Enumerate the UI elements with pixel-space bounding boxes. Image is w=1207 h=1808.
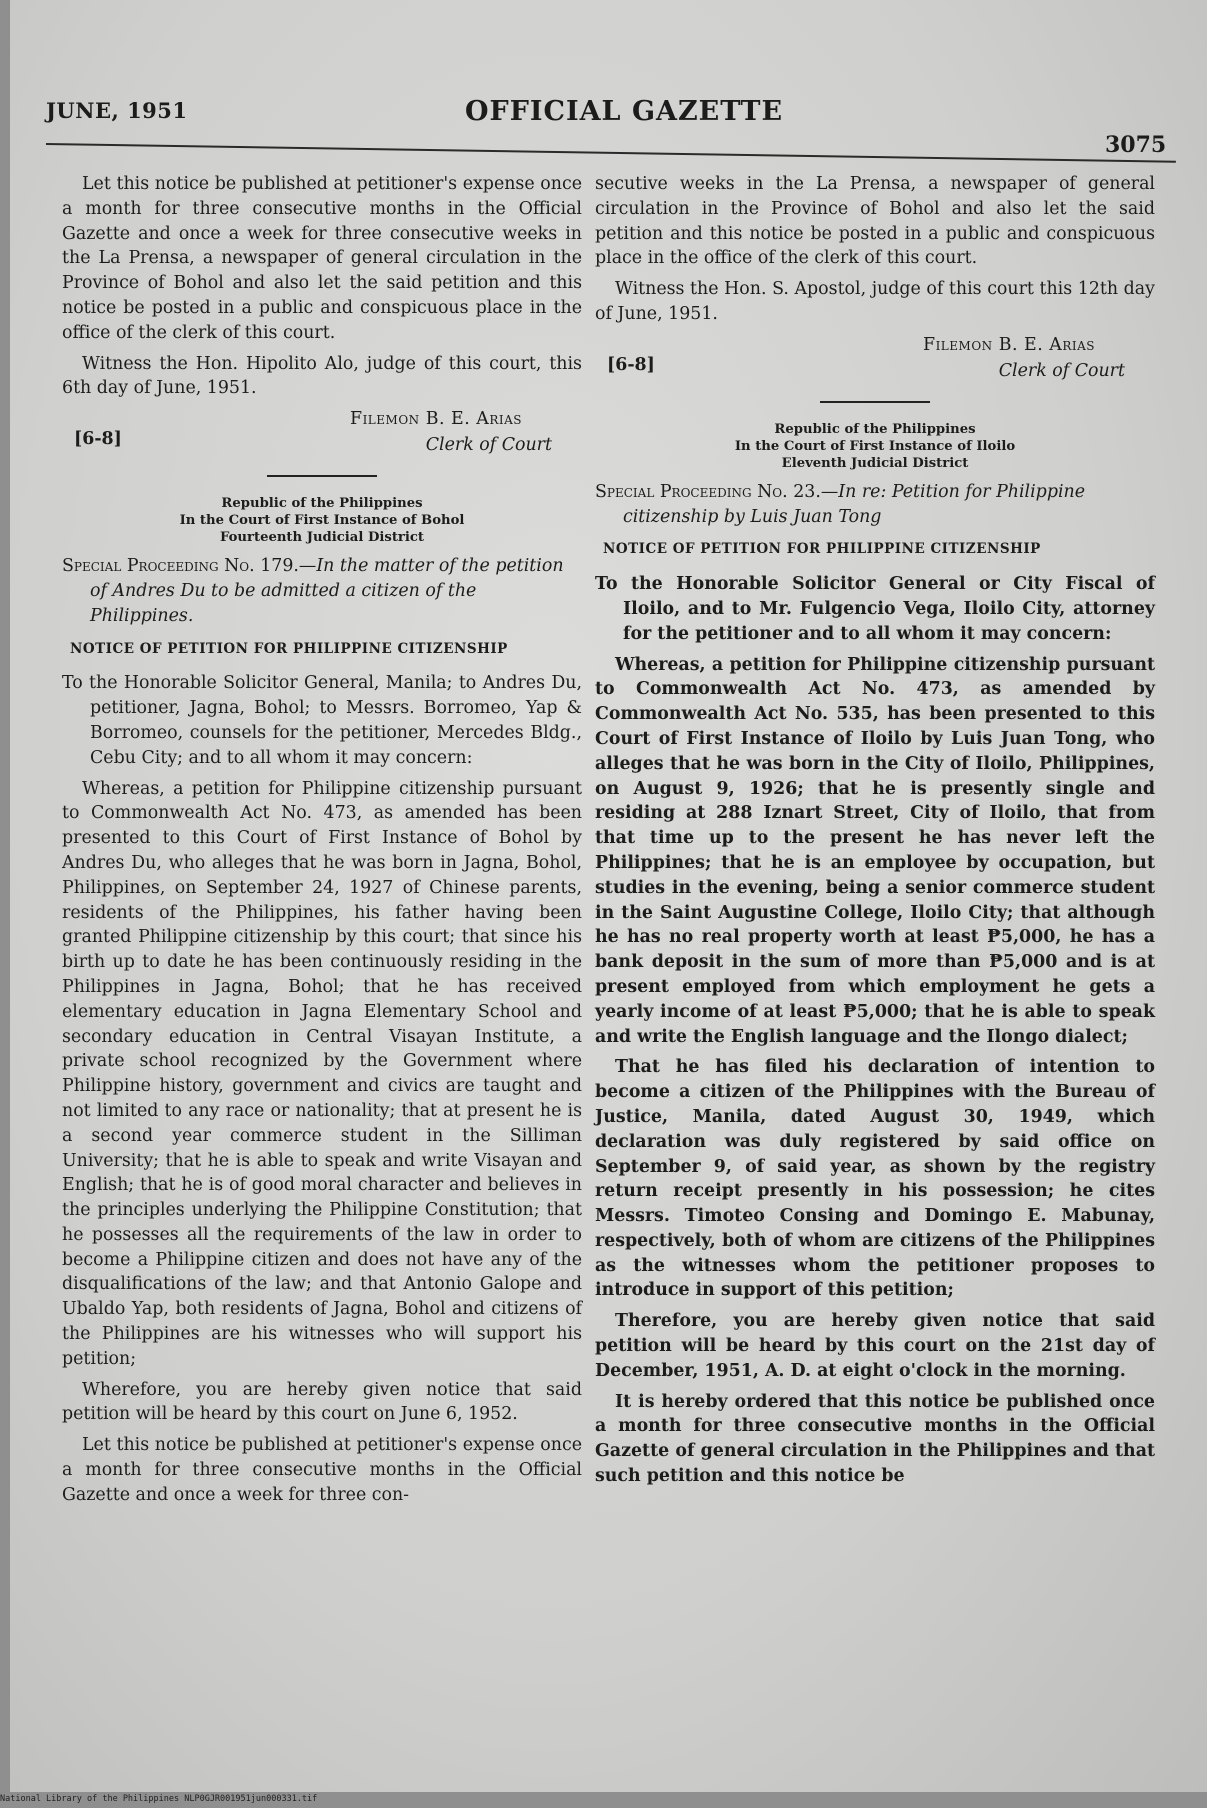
page-number: 3075: [1105, 132, 1167, 158]
proceeding-label: Special Proceeding No. 23.: [595, 481, 821, 502]
left-signature-block: [62, 407, 582, 461]
gazette-page: [10, 0, 1207, 1792]
signature-code: [6-8]: [74, 429, 122, 450]
left-paragraph-3: Whereas, a petition for Philippine citizenship pursuant to Commonwealth Act No. 473, as amended has been presented to this Court of First Instance of Bohol by Andres Du, who alleges that he was born in Jagna, Bohol, Philippines, on September 24, 1927 of Chinese parents, residents of the Philippines, his father having been granted Philippine citizenship by this court; that since his birth up to date he has been continuously residing in the Philippines in Jagna, Bohol; that he has received elementary education in Jagna Elementary School and secondary education in Central Visayan Institute, a private school recognized by the Government where Philippine history, government and civics are taught and not limited to any race or nationality; that at present he is a second year commerce student in the Silliman University; that he is able to speak and write Visayan and English; that he is of good moral character and believes in the principles underlying the Philippine Constitution; that he possesses all the requirements of the law in order to become a Philippine citizen and does not have any of the disqualifications of the law; and that Antonio Galope and Ubaldo Yap, both residents of Jagna, Bohol and citizens of the Philippines are his witnesses who will support his petition;: [62, 778, 582, 1369]
section-divider: [820, 401, 930, 403]
right-paragraph-1: secutive weeks in the La Prensa, a newspaper of general circulation in the Province of Bohol and also let the said petition and this notice be posted in a public and conspicuous place in the office of the clerk of this court.: [595, 174, 1155, 269]
right-proceeding-title: [595, 480, 1155, 530]
signature-code: [6-8]: [607, 354, 655, 375]
court-line-1: Republic of the Philippines: [774, 421, 976, 437]
header-rule: [46, 143, 1176, 163]
right-column: [595, 172, 1155, 1495]
proceeding-label: Special Proceeding No. 179.: [62, 556, 299, 577]
court-line-3: Eleventh Judicial District: [781, 455, 969, 471]
signature-title: Clerk of Court: [425, 435, 552, 456]
right-paragraph-6: It is hereby ordered that this notice be published once a month for three consecutive months in the Official Gazette of general circulation in the Philippines and that such petition and this notice be: [595, 1391, 1155, 1487]
left-column: [62, 172, 582, 1514]
left-notice-title: NOTICE OF PETITION FOR PHILIPPINE CITIZENSHIP: [70, 640, 508, 657]
left-paragraph-2: Witness the Hon. Hipolito Alo, judge of this court, this 6th day of June, 1951.: [62, 353, 582, 399]
proceeding-subject: —In the matter of the petition of Andres Du to be admitted a citizen of the Philippines.: [90, 556, 564, 626]
left-court-heading: [62, 495, 582, 546]
right-paragraph-2: Witness the Hon. S. Apostol, judge of this court this 12th day of June, 1951.: [595, 279, 1155, 324]
signature-name: Filemon B. E. Arias: [923, 334, 1095, 355]
signature-title: Clerk of Court: [998, 360, 1125, 381]
left-paragraph-1: Let this notice be published at petitioner's expense once a month for three consecutive months in the Official Gazette and once a week for three consecutive weeks in the La Prensa, a newspaper of general circulation in the Province of Bohol and also let the said petition and this notice be posted in a public and conspicuous place in the office of the clerk of this court.: [62, 174, 582, 343]
court-line-1: Republic of the Philippines: [221, 496, 423, 512]
header-date: JUNE, 1951: [46, 98, 188, 123]
right-paragraph-4: That he has filed his declaration of intention to become a citizen of the Philippines with the Bureau of Justice, Manila, dated August 30, 1949, which declaration was duly registered by said office on September 9, of said year, as shown by the registry return receipt presently in his possession; he cites Messrs. Timoteo Consing and Domingo E. Mabunay, respectively, both of whom are citizens of the Philippines as the witnesses whom the petitioner proposes to introduce in support of this petition;: [595, 1057, 1155, 1301]
right-paragraph-3: Whereas, a petition for Philippine citizenship pursuant to Commonwealth Act No. 473, as amended by Commonwealth Act No. 535, has been presented to this Court of First Instance of Iloilo by Luis Juan Tong, who alleges that he was born in the City of Iloilo, Philippines, on August 9, 1926; that he is presently single and residing at 288 Iznart Street, City of Iloilo, that from that time up to the present he has never left the Philippines; that he is an employee by occupation, but studies in the evening, being a senior commerce student in the Saint Augustine College, Iloilo City; that although he has no real property worth at least ₱5,000, he has a bank deposit in the sum of more than ₱5,000 and is at present employed from which employment he gets a yearly income of at least ₱5,000; that he is able to speak and write the English language and the Ilongo dialect;: [595, 654, 1155, 1047]
scan-footer: National Library of the Philippines NLP0GJR001951jun000331.tif: [0, 1794, 318, 1804]
left-paragraph-5: Let this notice be published at petitioner's expense once a month for three consecutive months in the Official Gazette and once a week for three con-: [62, 1435, 582, 1505]
court-line-2: In the Court of First Instance of Iloilo: [734, 438, 1016, 454]
section-divider: [267, 475, 377, 477]
right-court-heading: [595, 421, 1155, 472]
right-address: To the Honorable Solicitor General or City Fiscal of Iloilo, and to Mr. Fulgencio Vega, Iloilo City, attorney for the petitioner and to all whom it may concern:: [595, 574, 1155, 644]
left-address: To the Honorable Solicitor General, Manila; to Andres Du, petitioner, Jagna, Bohol; to Messrs. Borromeo, Yap & Borromeo, counsels for the petitioner, Mercedes Bldg., Cebu City; and to all whom it may concern:: [62, 673, 582, 768]
court-line-2: In the Court of First Instance of Bohol: [179, 513, 465, 529]
right-signature-block: [595, 333, 1155, 387]
right-paragraph-5: Therefore, you are hereby given notice that said petition will be heard by this court on the 21st day of December, 1951, A. D. at eight o'clock in the morning.: [595, 1311, 1155, 1381]
page-header: [10, 0, 1207, 160]
proceeding-subject: —In re: Petition for Philippine citizenship by Luis Juan Tong: [623, 481, 1086, 527]
left-paragraph-4: Wherefore, you are hereby given notice that said petition will be heard by this court on June 6, 1952.: [62, 1379, 582, 1425]
right-notice-title: NOTICE OF PETITION FOR PHILIPPINE CITIZENSHIP: [603, 541, 1041, 558]
header-title: OFFICIAL GAZETTE: [465, 96, 784, 127]
court-line-3: Fourteenth Judicial District: [220, 530, 424, 546]
left-proceeding-title: [62, 554, 582, 628]
signature-name: Filemon B. E. Arias: [350, 409, 522, 430]
